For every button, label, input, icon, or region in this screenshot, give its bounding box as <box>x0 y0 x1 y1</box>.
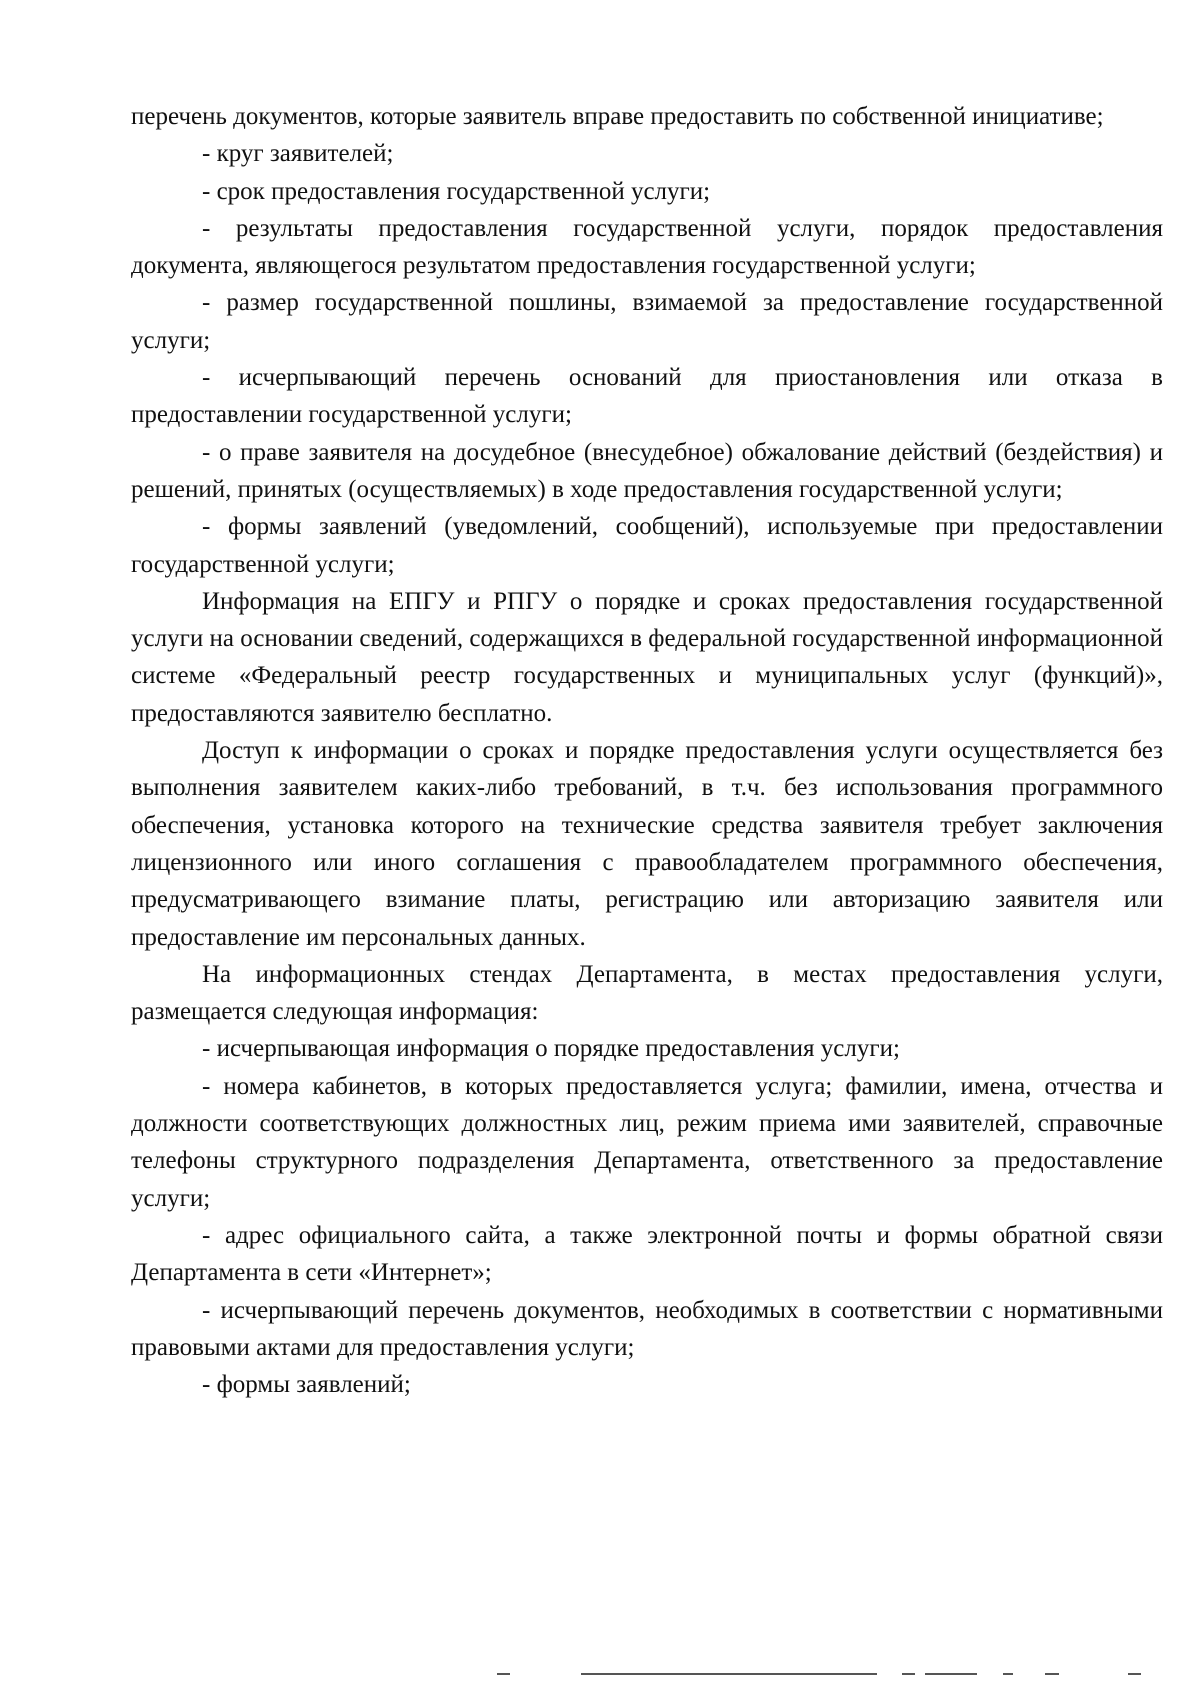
paragraph-information-stands: На информационных стендах Департамента, в местах предоставления услуги, размещается следующая информация: <box>131 960 1163 1026</box>
list-item-state-fee: - размер государственной пошлины, взимаемой за предоставление государственной услуги; <box>131 289 1163 354</box>
paragraph-portal-information: Информация на ЕПГУ и РПГУ о порядке и сроках предоставления государственной услуги на основании сведений, содержащихся в федеральной государственной информационной системе «Федеральный реестр государственных и муниципальных услуг (функций)», предоставляются заявителю бесплатно. <box>131 587 1163 727</box>
list-item-documents-list: - исчерпывающий перечень документов, необходимых в соответствии с нормативными правовыми актами для предоставления услуги; <box>131 1296 1163 1361</box>
list-item-appeal-right: - о праве заявителя на досудебное (внесудебное) обжалование действий (бездействия) и решений, принятых (осуществляемых) в ходе предоставления государственной услуги; <box>131 438 1163 503</box>
scan-footer-marks <box>0 1673 1200 1679</box>
list-item-application-forms: - формы заявлений (уведомлений, сообщений), используемые при предоставлении государственной услуги; <box>131 513 1163 578</box>
scan-mark <box>581 1673 877 1675</box>
scan-mark <box>1045 1673 1059 1675</box>
scan-mark <box>925 1673 977 1675</box>
list-item-procedure-info: - исчерпывающая информация о порядке предоставления услуги; <box>202 1035 900 1063</box>
list-item-website-address: - адрес официального сайта, а также электронной почты и формы обратной связи Департамента в сети «Интернет»; <box>131 1221 1163 1287</box>
scan-mark <box>902 1673 915 1675</box>
list-item-service-term: - срок предоставления государственной услуги; <box>202 177 711 205</box>
list-item-service-results: - результаты предоставления государственной услуги, порядок предоставления документа, являющегося результатом предоставления государственной услуги; <box>131 214 1163 280</box>
list-item-office-numbers: - номера кабинетов, в которых предоставляется услуга; фамилии, имена, отчества и должности соответствующих должностных лиц, режим приема ими заявителей, справочные телефоны структурного подразделения Департамента, ответственного за предоставление услуги; <box>131 1072 1163 1212</box>
list-item-applicants: - круг заявителей; <box>202 140 394 168</box>
scan-mark <box>1128 1673 1141 1675</box>
scan-mark <box>1003 1673 1013 1675</box>
scan-mark <box>497 1673 510 1675</box>
paragraph-continuation: перечень документов, которые заявитель вправе предоставить по собственной инициативе; <box>131 103 1104 130</box>
paragraph-information-access: Доступ к информации о сроках и порядке предоставления услуги осуществляется без выполнения заявителем каких-либо требований, в т.ч. без использования программного обеспечения, установка которого на технические средства заявителя требует заключения лицензионного или иного соглашения с правообладателем программного обеспечения, предусматривающего взимание платы, регистрацию или авторизацию заявителя или предоставление им персональных данных. <box>131 737 1163 951</box>
document-body <box>131 98 1163 1403</box>
list-item-refusal-grounds: - исчерпывающий перечень оснований для приостановления или отказа в предоставлении государственной услуги; <box>131 364 1163 429</box>
list-item-forms: - формы заявлений; <box>202 1371 411 1399</box>
